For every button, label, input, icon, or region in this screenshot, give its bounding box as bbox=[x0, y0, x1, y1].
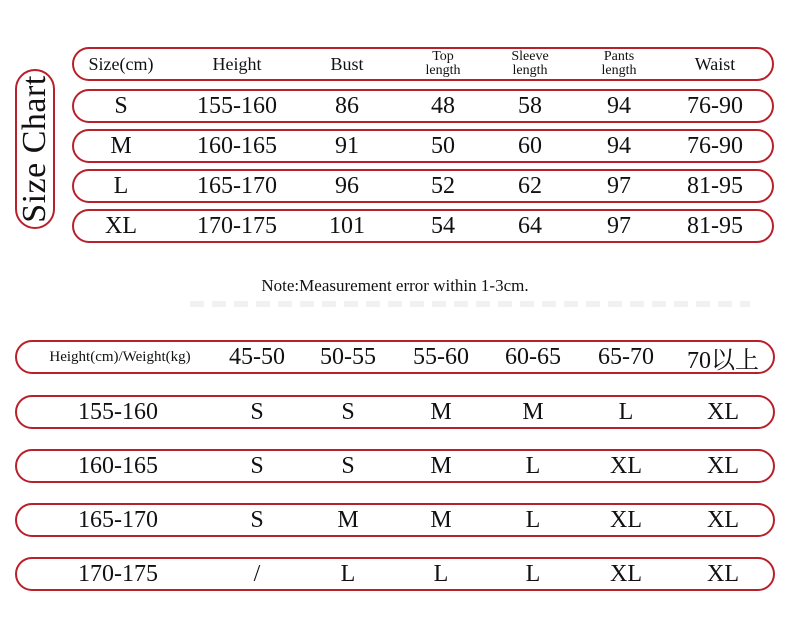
recommended-size-cell: XL bbox=[610, 452, 642, 479]
size-table-cell: 165-170 bbox=[197, 172, 277, 199]
size-table-cell: 160-165 bbox=[197, 132, 277, 159]
size-table-cell: S bbox=[114, 92, 128, 119]
recommended-size-cell: L bbox=[525, 452, 541, 479]
height-weight-row bbox=[15, 557, 775, 591]
size-table-header-cell: Top length bbox=[425, 49, 461, 78]
size-table-row bbox=[72, 89, 774, 123]
size-table-header bbox=[72, 47, 774, 81]
size-table-header-cell: Waist bbox=[694, 53, 736, 74]
weight-range-header: 70以上 bbox=[687, 347, 759, 374]
size-table-cell: L bbox=[113, 172, 129, 199]
recommended-size-cell: L bbox=[340, 560, 356, 587]
size-table-header-cell: Height bbox=[212, 53, 262, 74]
size-table-header-cell: Bust bbox=[330, 53, 364, 74]
size-table-cell: 91 bbox=[335, 132, 359, 159]
size-table-cell: 54 bbox=[431, 212, 455, 239]
size-table-cell: 62 bbox=[518, 172, 542, 199]
size-table-header-cell: Pants length bbox=[601, 49, 637, 78]
size-table-cell: 96 bbox=[335, 172, 359, 199]
recommended-size-cell: S bbox=[250, 398, 264, 425]
size-table-header-cell: Sleeve length bbox=[511, 49, 549, 78]
size-table-cell: 86 bbox=[335, 92, 359, 119]
size-table-cell: 52 bbox=[431, 172, 455, 199]
weight-range-header: 60-65 bbox=[505, 343, 561, 370]
size-table-cell: 58 bbox=[518, 92, 542, 119]
recommended-size-cell: M bbox=[430, 452, 452, 479]
recommended-size-cell: S bbox=[341, 452, 355, 479]
weight-range-header: 50-55 bbox=[320, 343, 376, 370]
size-table-cell: 81-95 bbox=[687, 172, 743, 199]
recommended-size-cell: M bbox=[430, 506, 452, 533]
size-table-cell: 76-90 bbox=[687, 92, 743, 119]
recommended-size-cell: L bbox=[525, 506, 541, 533]
size-table-cell: 97 bbox=[607, 172, 631, 199]
measurement-note: Note:Measurement error within 1-3cm. bbox=[261, 276, 529, 295]
size-table-header-cell: Size(cm) bbox=[88, 53, 154, 74]
recommended-size-cell: XL bbox=[707, 452, 739, 479]
size-table-cell: 97 bbox=[607, 212, 631, 239]
weight-range-header: 55-60 bbox=[413, 343, 469, 370]
size-table-row bbox=[72, 169, 774, 203]
size-table-cell: 155-160 bbox=[197, 92, 277, 119]
size-table-cell: 94 bbox=[607, 132, 631, 159]
size-table-cell: 50 bbox=[431, 132, 455, 159]
height-weight-row bbox=[15, 503, 775, 537]
size-chart-title: Size Chart bbox=[16, 75, 53, 223]
height-weight-header bbox=[15, 340, 775, 374]
weight-range-header: 65-70 bbox=[598, 343, 654, 370]
recommended-size-cell: / bbox=[253, 560, 261, 587]
height-weight-row bbox=[15, 395, 775, 429]
recommended-size-cell: M bbox=[337, 506, 359, 533]
recommended-size-cell: M bbox=[522, 398, 544, 425]
size-table-cell: 48 bbox=[431, 92, 455, 119]
size-table-cell: 60 bbox=[518, 132, 542, 159]
size-table-row bbox=[72, 129, 774, 163]
recommended-size-cell: L bbox=[525, 560, 541, 587]
recommended-size-cell: S bbox=[341, 398, 355, 425]
recommended-size-cell: XL bbox=[610, 560, 642, 587]
size-chart-title-box bbox=[15, 69, 55, 229]
weight-range-header: 45-50 bbox=[229, 343, 285, 370]
size-table-cell: 101 bbox=[329, 212, 365, 239]
size-table-cell: 64 bbox=[518, 212, 542, 239]
height-weight-corner-label: Height(cm)/Weight(kg) bbox=[49, 348, 191, 365]
faded-text-remnant bbox=[190, 301, 750, 307]
height-weight-row bbox=[15, 449, 775, 483]
recommended-size-cell: XL bbox=[707, 506, 739, 533]
size-table-cell: 81-95 bbox=[687, 212, 743, 239]
size-table-cell: 170-175 bbox=[197, 212, 277, 239]
recommended-size-cell: XL bbox=[707, 560, 739, 587]
size-table-cell: 76-90 bbox=[687, 132, 743, 159]
size-table-row bbox=[72, 209, 774, 243]
recommended-size-cell: L bbox=[618, 398, 634, 425]
height-range-cell: 165-170 bbox=[78, 506, 158, 533]
size-table-cell: XL bbox=[105, 212, 137, 239]
recommended-size-cell: S bbox=[250, 452, 264, 479]
recommended-size-cell: XL bbox=[707, 398, 739, 425]
recommended-size-cell: L bbox=[433, 560, 449, 587]
size-table-cell: 94 bbox=[607, 92, 631, 119]
size-table-cell: M bbox=[110, 132, 132, 159]
height-range-cell: 160-165 bbox=[78, 452, 158, 479]
recommended-size-cell: M bbox=[430, 398, 452, 425]
height-range-cell: 170-175 bbox=[78, 560, 158, 587]
recommended-size-cell: XL bbox=[610, 506, 642, 533]
recommended-size-cell: S bbox=[250, 506, 264, 533]
height-range-cell: 155-160 bbox=[78, 398, 158, 425]
